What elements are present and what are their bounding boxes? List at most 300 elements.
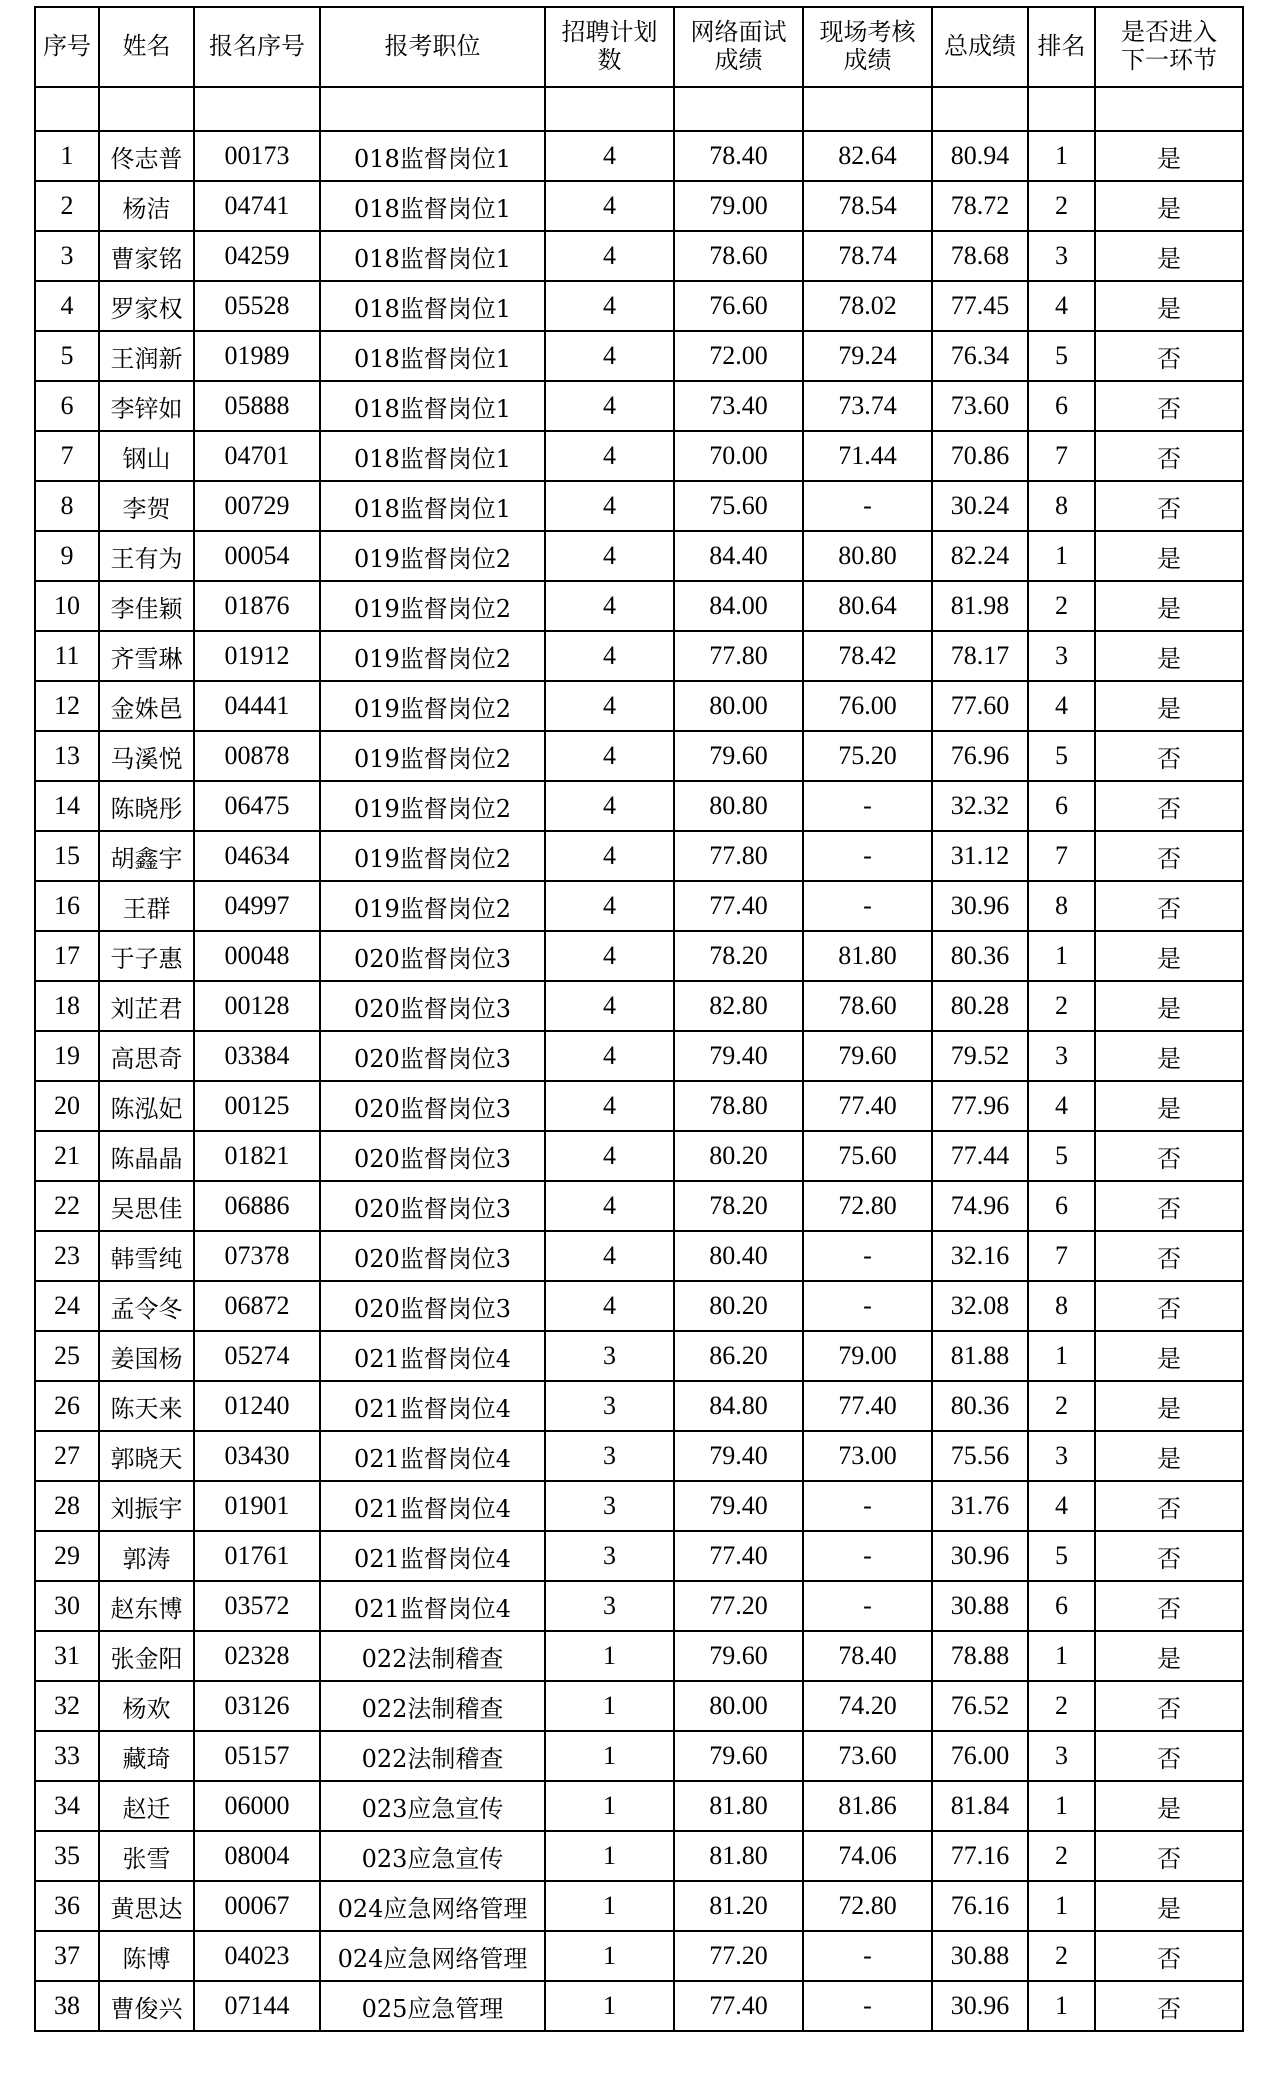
cell-onsite-score: - bbox=[803, 1531, 932, 1581]
cell-reg-no: 00878 bbox=[194, 731, 320, 781]
cell-position: 019监督岗位2 bbox=[320, 531, 545, 581]
cell-total-score: 32.08 bbox=[932, 1281, 1028, 1331]
cell-online-score: 80.00 bbox=[674, 1681, 803, 1731]
cell-onsite-score: 75.60 bbox=[803, 1131, 932, 1181]
cell-reg-no: 03384 bbox=[194, 1031, 320, 1081]
cell-reg-no: 03572 bbox=[194, 1581, 320, 1631]
cell-name: 李佳颖 bbox=[99, 581, 194, 631]
cell-plan-count: 4 bbox=[545, 181, 674, 231]
cell-online-score: 73.40 bbox=[674, 381, 803, 431]
header-reg-no: 报名序号 bbox=[194, 7, 320, 87]
cell-name: 刘振宇 bbox=[99, 1481, 194, 1531]
cell-advance: 是 bbox=[1095, 231, 1243, 281]
table-row bbox=[35, 481, 1243, 531]
cell-rank: 3 bbox=[1028, 231, 1095, 281]
cell-reg-no: 03430 bbox=[194, 1431, 320, 1481]
cell-name: 孟令冬 bbox=[99, 1281, 194, 1331]
blank-cell bbox=[803, 87, 932, 131]
cell-total-score: 31.76 bbox=[932, 1481, 1028, 1531]
cell-total-score: 80.36 bbox=[932, 931, 1028, 981]
cell-online-score: 78.20 bbox=[674, 1181, 803, 1231]
cell-seq: 24 bbox=[35, 1281, 99, 1331]
cell-online-score: 84.40 bbox=[674, 531, 803, 581]
cell-onsite-score: - bbox=[803, 1281, 932, 1331]
cell-rank: 4 bbox=[1028, 1081, 1095, 1131]
cell-name: 赵迁 bbox=[99, 1781, 194, 1831]
cell-reg-no: 04741 bbox=[194, 181, 320, 231]
cell-total-score: 80.94 bbox=[932, 131, 1028, 181]
cell-rank: 6 bbox=[1028, 381, 1095, 431]
cell-advance: 否 bbox=[1095, 1231, 1243, 1281]
cell-plan-count: 1 bbox=[545, 1731, 674, 1781]
cell-rank: 2 bbox=[1028, 1381, 1095, 1431]
cell-total-score: 80.36 bbox=[932, 1381, 1028, 1431]
cell-onsite-score: 80.64 bbox=[803, 581, 932, 631]
cell-onsite-score: - bbox=[803, 1931, 932, 1981]
cell-onsite-score: 78.54 bbox=[803, 181, 932, 231]
cell-name: 王有为 bbox=[99, 531, 194, 581]
cell-plan-count: 3 bbox=[545, 1531, 674, 1581]
cell-online-score: 72.00 bbox=[674, 331, 803, 381]
cell-position: 021监督岗位4 bbox=[320, 1431, 545, 1481]
cell-plan-count: 1 bbox=[545, 1981, 674, 2031]
cell-name: 马溪悦 bbox=[99, 731, 194, 781]
cell-plan-count: 4 bbox=[545, 131, 674, 181]
cell-advance: 否 bbox=[1095, 1531, 1243, 1581]
cell-reg-no: 00054 bbox=[194, 531, 320, 581]
cell-name: 佟志普 bbox=[99, 131, 194, 181]
cell-online-score: 70.00 bbox=[674, 431, 803, 481]
cell-name: 于子惠 bbox=[99, 931, 194, 981]
cell-seq: 31 bbox=[35, 1631, 99, 1681]
cell-name: 郭晓天 bbox=[99, 1431, 194, 1481]
cell-name: 杨洁 bbox=[99, 181, 194, 231]
cell-rank: 1 bbox=[1028, 1331, 1095, 1381]
cell-plan-count: 4 bbox=[545, 281, 674, 331]
cell-plan-count: 4 bbox=[545, 481, 674, 531]
cell-position: 021监督岗位4 bbox=[320, 1531, 545, 1581]
cell-advance: 否 bbox=[1095, 1931, 1243, 1981]
blank-cell bbox=[1095, 87, 1243, 131]
cell-reg-no: 00067 bbox=[194, 1881, 320, 1931]
cell-position: 020监督岗位3 bbox=[320, 1181, 545, 1231]
cell-plan-count: 4 bbox=[545, 231, 674, 281]
cell-plan-count: 4 bbox=[545, 1131, 674, 1181]
cell-seq: 34 bbox=[35, 1781, 99, 1831]
cell-onsite-score: 74.20 bbox=[803, 1681, 932, 1731]
cell-total-score: 81.98 bbox=[932, 581, 1028, 631]
cell-advance: 否 bbox=[1095, 1681, 1243, 1731]
cell-advance: 是 bbox=[1095, 131, 1243, 181]
cell-online-score: 78.80 bbox=[674, 1081, 803, 1131]
cell-onsite-score: - bbox=[803, 881, 932, 931]
cell-plan-count: 3 bbox=[545, 1581, 674, 1631]
cell-online-score: 80.80 bbox=[674, 781, 803, 831]
cell-onsite-score: 74.06 bbox=[803, 1831, 932, 1881]
cell-rank: 6 bbox=[1028, 1181, 1095, 1231]
cell-plan-count: 4 bbox=[545, 1281, 674, 1331]
cell-reg-no: 01821 bbox=[194, 1131, 320, 1181]
cell-name: 黄思达 bbox=[99, 1881, 194, 1931]
cell-rank: 2 bbox=[1028, 1931, 1095, 1981]
cell-rank: 2 bbox=[1028, 981, 1095, 1031]
cell-seq: 36 bbox=[35, 1881, 99, 1931]
cell-rank: 5 bbox=[1028, 731, 1095, 781]
cell-onsite-score: 73.60 bbox=[803, 1731, 932, 1781]
cell-total-score: 75.56 bbox=[932, 1431, 1028, 1481]
cell-online-score: 77.40 bbox=[674, 1531, 803, 1581]
table-row bbox=[35, 1281, 1243, 1331]
cell-onsite-score: 79.00 bbox=[803, 1331, 932, 1381]
cell-position: 018监督岗位1 bbox=[320, 431, 545, 481]
table-row bbox=[35, 631, 1243, 681]
cell-plan-count: 4 bbox=[545, 781, 674, 831]
cell-position: 018监督岗位1 bbox=[320, 481, 545, 531]
cell-reg-no: 05888 bbox=[194, 381, 320, 431]
cell-position: 019监督岗位2 bbox=[320, 631, 545, 681]
cell-reg-no: 01876 bbox=[194, 581, 320, 631]
cell-advance: 是 bbox=[1095, 1331, 1243, 1381]
cell-position: 024应急网络管理 bbox=[320, 1931, 545, 1981]
cell-online-score: 77.80 bbox=[674, 631, 803, 681]
cell-online-score: 75.60 bbox=[674, 481, 803, 531]
cell-seq: 15 bbox=[35, 831, 99, 881]
cell-rank: 4 bbox=[1028, 281, 1095, 331]
cell-advance: 是 bbox=[1095, 1031, 1243, 1081]
cell-seq: 17 bbox=[35, 931, 99, 981]
cell-total-score: 70.86 bbox=[932, 431, 1028, 481]
cell-position: 020监督岗位3 bbox=[320, 931, 545, 981]
cell-seq: 33 bbox=[35, 1731, 99, 1781]
table-row bbox=[35, 131, 1243, 181]
cell-advance: 否 bbox=[1095, 1281, 1243, 1331]
blank-cell bbox=[99, 87, 194, 131]
cell-rank: 2 bbox=[1028, 581, 1095, 631]
cell-onsite-score: - bbox=[803, 1231, 932, 1281]
cell-plan-count: 4 bbox=[545, 681, 674, 731]
cell-name: 李贺 bbox=[99, 481, 194, 531]
header-onsite-score: 现场考核 成绩 bbox=[803, 7, 932, 87]
cell-total-score: 81.88 bbox=[932, 1331, 1028, 1381]
cell-position: 019监督岗位2 bbox=[320, 731, 545, 781]
table-row bbox=[35, 1381, 1243, 1431]
cell-rank: 6 bbox=[1028, 1581, 1095, 1631]
cell-position: 020监督岗位3 bbox=[320, 981, 545, 1031]
cell-rank: 2 bbox=[1028, 1681, 1095, 1731]
cell-name: 王润新 bbox=[99, 331, 194, 381]
cell-online-score: 84.80 bbox=[674, 1381, 803, 1431]
cell-total-score: 30.88 bbox=[932, 1931, 1028, 1981]
cell-rank: 2 bbox=[1028, 1831, 1095, 1881]
cell-plan-count: 4 bbox=[545, 931, 674, 981]
cell-reg-no: 06000 bbox=[194, 1781, 320, 1831]
cell-position: 019监督岗位2 bbox=[320, 581, 545, 631]
cell-onsite-score: 78.74 bbox=[803, 231, 932, 281]
cell-online-score: 80.20 bbox=[674, 1281, 803, 1331]
cell-rank: 1 bbox=[1028, 1631, 1095, 1681]
cell-plan-count: 4 bbox=[545, 731, 674, 781]
cell-seq: 35 bbox=[35, 1831, 99, 1881]
cell-rank: 1 bbox=[1028, 1781, 1095, 1831]
cell-position: 022法制稽查 bbox=[320, 1631, 545, 1681]
cell-position: 020监督岗位3 bbox=[320, 1031, 545, 1081]
cell-rank: 3 bbox=[1028, 631, 1095, 681]
cell-plan-count: 4 bbox=[545, 431, 674, 481]
cell-reg-no: 06475 bbox=[194, 781, 320, 831]
cell-rank: 8 bbox=[1028, 881, 1095, 931]
cell-rank: 8 bbox=[1028, 481, 1095, 531]
cell-rank: 1 bbox=[1028, 131, 1095, 181]
cell-onsite-score: 77.40 bbox=[803, 1081, 932, 1131]
cell-reg-no: 04441 bbox=[194, 681, 320, 731]
cell-position: 018监督岗位1 bbox=[320, 381, 545, 431]
cell-online-score: 78.20 bbox=[674, 931, 803, 981]
cell-advance: 是 bbox=[1095, 1781, 1243, 1831]
cell-advance: 否 bbox=[1095, 881, 1243, 931]
cell-onsite-score: - bbox=[803, 1581, 932, 1631]
cell-advance: 是 bbox=[1095, 1381, 1243, 1431]
cell-advance: 否 bbox=[1095, 831, 1243, 881]
cell-online-score: 81.80 bbox=[674, 1781, 803, 1831]
table-row bbox=[35, 1631, 1243, 1681]
cell-reg-no: 01912 bbox=[194, 631, 320, 681]
blank-cell bbox=[674, 87, 803, 131]
cell-plan-count: 4 bbox=[545, 1031, 674, 1081]
cell-onsite-score: 78.42 bbox=[803, 631, 932, 681]
table-row bbox=[35, 281, 1243, 331]
table-row bbox=[35, 381, 1243, 431]
table-row bbox=[35, 1181, 1243, 1231]
blank-cell bbox=[35, 87, 99, 131]
cell-name: 姜国杨 bbox=[99, 1331, 194, 1381]
table-row bbox=[35, 931, 1243, 981]
header-online-score: 网络面试 成绩 bbox=[674, 7, 803, 87]
table-row bbox=[35, 1481, 1243, 1531]
cell-name: 陈泓妃 bbox=[99, 1081, 194, 1131]
table-row bbox=[35, 1931, 1243, 1981]
cell-online-score: 79.60 bbox=[674, 1731, 803, 1781]
header-seq: 序号 bbox=[35, 7, 99, 87]
cell-online-score: 77.20 bbox=[674, 1931, 803, 1981]
cell-seq: 29 bbox=[35, 1531, 99, 1581]
cell-advance: 否 bbox=[1095, 1981, 1243, 2031]
cell-rank: 6 bbox=[1028, 781, 1095, 831]
table-row bbox=[35, 231, 1243, 281]
cell-rank: 4 bbox=[1028, 681, 1095, 731]
table-row bbox=[35, 1781, 1243, 1831]
cell-rank: 4 bbox=[1028, 1481, 1095, 1531]
cell-reg-no: 02328 bbox=[194, 1631, 320, 1681]
table-row bbox=[35, 1731, 1243, 1781]
cell-seq: 14 bbox=[35, 781, 99, 831]
cell-advance: 否 bbox=[1095, 481, 1243, 531]
cell-name: 陈博 bbox=[99, 1931, 194, 1981]
cell-advance: 否 bbox=[1095, 331, 1243, 381]
cell-rank: 1 bbox=[1028, 1981, 1095, 2031]
cell-total-score: 76.52 bbox=[932, 1681, 1028, 1731]
cell-position: 018监督岗位1 bbox=[320, 181, 545, 231]
cell-position: 022法制稽查 bbox=[320, 1731, 545, 1781]
cell-advance: 否 bbox=[1095, 1131, 1243, 1181]
cell-seq: 26 bbox=[35, 1381, 99, 1431]
cell-name: 郭涛 bbox=[99, 1531, 194, 1581]
cell-position: 020监督岗位3 bbox=[320, 1281, 545, 1331]
cell-total-score: 30.96 bbox=[932, 1981, 1028, 2031]
cell-onsite-score: - bbox=[803, 831, 932, 881]
cell-seq: 30 bbox=[35, 1581, 99, 1631]
cell-total-score: 77.16 bbox=[932, 1831, 1028, 1881]
cell-plan-count: 4 bbox=[545, 831, 674, 881]
cell-plan-count: 1 bbox=[545, 1681, 674, 1731]
cell-name: 吴思佳 bbox=[99, 1181, 194, 1231]
cell-plan-count: 4 bbox=[545, 381, 674, 431]
cell-seq: 22 bbox=[35, 1181, 99, 1231]
cell-position: 021监督岗位4 bbox=[320, 1331, 545, 1381]
header-name: 姓名 bbox=[99, 7, 194, 87]
cell-reg-no: 04023 bbox=[194, 1931, 320, 1981]
cell-plan-count: 4 bbox=[545, 1231, 674, 1281]
cell-onsite-score: 81.86 bbox=[803, 1781, 932, 1831]
cell-advance: 是 bbox=[1095, 681, 1243, 731]
cell-advance: 是 bbox=[1095, 531, 1243, 581]
table-row bbox=[35, 1131, 1243, 1181]
cell-plan-count: 4 bbox=[545, 1181, 674, 1231]
cell-position: 020监督岗位3 bbox=[320, 1231, 545, 1281]
cell-online-score: 77.40 bbox=[674, 1981, 803, 2031]
cell-name: 罗家权 bbox=[99, 281, 194, 331]
cell-position: 018监督岗位1 bbox=[320, 281, 545, 331]
cell-advance: 否 bbox=[1095, 1831, 1243, 1881]
cell-total-score: 77.96 bbox=[932, 1081, 1028, 1131]
cell-name: 胡鑫宇 bbox=[99, 831, 194, 881]
cell-online-score: 80.00 bbox=[674, 681, 803, 731]
cell-position: 021监督岗位4 bbox=[320, 1381, 545, 1431]
cell-total-score: 80.28 bbox=[932, 981, 1028, 1031]
blank-row bbox=[35, 87, 1243, 131]
cell-reg-no: 05274 bbox=[194, 1331, 320, 1381]
cell-name: 王群 bbox=[99, 881, 194, 931]
cell-onsite-score: 75.20 bbox=[803, 731, 932, 781]
cell-onsite-score: 77.40 bbox=[803, 1381, 932, 1431]
header-advance: 是否进入 下一环节 bbox=[1095, 7, 1243, 87]
cell-onsite-score: - bbox=[803, 481, 932, 531]
cell-online-score: 76.60 bbox=[674, 281, 803, 331]
cell-seq: 6 bbox=[35, 381, 99, 431]
table-row bbox=[35, 1581, 1243, 1631]
cell-advance: 是 bbox=[1095, 931, 1243, 981]
cell-seq: 5 bbox=[35, 331, 99, 381]
cell-advance: 是 bbox=[1095, 1631, 1243, 1681]
cell-online-score: 78.60 bbox=[674, 231, 803, 281]
cell-online-score: 79.60 bbox=[674, 1631, 803, 1681]
cell-name: 李锌如 bbox=[99, 381, 194, 431]
header-total-score: 总成绩 bbox=[932, 7, 1028, 87]
table-row bbox=[35, 1681, 1243, 1731]
table-row bbox=[35, 181, 1243, 231]
cell-reg-no: 07378 bbox=[194, 1231, 320, 1281]
cell-name: 陈天来 bbox=[99, 1381, 194, 1431]
cell-plan-count: 4 bbox=[545, 631, 674, 681]
table-row bbox=[35, 431, 1243, 481]
table-row bbox=[35, 1031, 1243, 1081]
header-position: 报考职位 bbox=[320, 7, 545, 87]
cell-seq: 20 bbox=[35, 1081, 99, 1131]
blank-cell bbox=[932, 87, 1028, 131]
cell-onsite-score: - bbox=[803, 1481, 932, 1531]
cell-plan-count: 1 bbox=[545, 1831, 674, 1881]
cell-position: 019监督岗位2 bbox=[320, 881, 545, 931]
cell-position: 019监督岗位2 bbox=[320, 681, 545, 731]
cell-advance: 否 bbox=[1095, 1181, 1243, 1231]
cell-total-score: 79.52 bbox=[932, 1031, 1028, 1081]
cell-onsite-score: 71.44 bbox=[803, 431, 932, 481]
cell-online-score: 82.80 bbox=[674, 981, 803, 1031]
cell-total-score: 77.60 bbox=[932, 681, 1028, 731]
cell-total-score: 76.00 bbox=[932, 1731, 1028, 1781]
cell-plan-count: 3 bbox=[545, 1381, 674, 1431]
cell-rank: 5 bbox=[1028, 1531, 1095, 1581]
cell-total-score: 76.96 bbox=[932, 731, 1028, 781]
cell-total-score: 30.96 bbox=[932, 881, 1028, 931]
cell-position: 024应急网络管理 bbox=[320, 1881, 545, 1931]
cell-position: 019监督岗位2 bbox=[320, 781, 545, 831]
cell-onsite-score: 72.80 bbox=[803, 1181, 932, 1231]
cell-onsite-score: 82.64 bbox=[803, 131, 932, 181]
cell-seq: 27 bbox=[35, 1431, 99, 1481]
cell-plan-count: 1 bbox=[545, 1881, 674, 1931]
cell-total-score: 32.16 bbox=[932, 1231, 1028, 1281]
table-row bbox=[35, 981, 1243, 1031]
cell-online-score: 84.00 bbox=[674, 581, 803, 631]
cell-reg-no: 01240 bbox=[194, 1381, 320, 1431]
blank-cell bbox=[194, 87, 320, 131]
cell-onsite-score: 79.24 bbox=[803, 331, 932, 381]
cell-reg-no: 03126 bbox=[194, 1681, 320, 1731]
results-document bbox=[34, 6, 1244, 2032]
cell-onsite-score: 72.80 bbox=[803, 1881, 932, 1931]
cell-plan-count: 4 bbox=[545, 1081, 674, 1131]
cell-total-score: 32.32 bbox=[932, 781, 1028, 831]
cell-seq: 25 bbox=[35, 1331, 99, 1381]
cell-total-score: 76.34 bbox=[932, 331, 1028, 381]
cell-online-score: 81.80 bbox=[674, 1831, 803, 1881]
results-table bbox=[34, 6, 1244, 2032]
cell-plan-count: 1 bbox=[545, 1931, 674, 1981]
cell-reg-no: 00173 bbox=[194, 131, 320, 181]
cell-reg-no: 04634 bbox=[194, 831, 320, 881]
cell-name: 韩雪纯 bbox=[99, 1231, 194, 1281]
cell-seq: 37 bbox=[35, 1931, 99, 1981]
table-row bbox=[35, 1831, 1243, 1881]
cell-onsite-score: 73.74 bbox=[803, 381, 932, 431]
cell-position: 023应急宣传 bbox=[320, 1831, 545, 1881]
cell-plan-count: 3 bbox=[545, 1481, 674, 1531]
cell-advance: 否 bbox=[1095, 1731, 1243, 1781]
cell-online-score: 79.60 bbox=[674, 731, 803, 781]
cell-reg-no: 05528 bbox=[194, 281, 320, 331]
table-row bbox=[35, 781, 1243, 831]
cell-total-score: 78.88 bbox=[932, 1631, 1028, 1681]
cell-plan-count: 3 bbox=[545, 1431, 674, 1481]
cell-seq: 9 bbox=[35, 531, 99, 581]
cell-name: 陈晶晶 bbox=[99, 1131, 194, 1181]
cell-total-score: 31.12 bbox=[932, 831, 1028, 881]
cell-advance: 否 bbox=[1095, 431, 1243, 481]
cell-seq: 8 bbox=[35, 481, 99, 531]
cell-advance: 是 bbox=[1095, 1081, 1243, 1131]
cell-rank: 3 bbox=[1028, 1731, 1095, 1781]
cell-total-score: 73.60 bbox=[932, 381, 1028, 431]
